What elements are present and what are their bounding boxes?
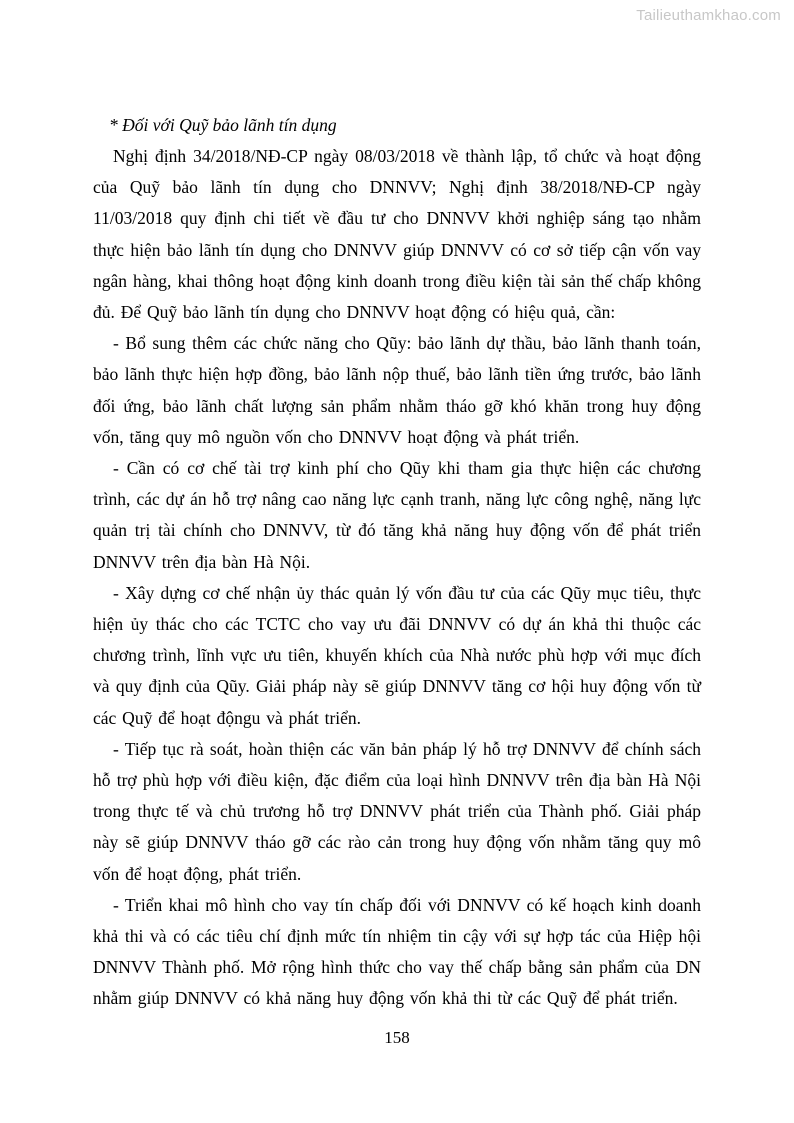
bullet-paragraph: - Triển khai mô hình cho vay tín chấp đối với DNNVV có kế hoạch kinh doanh khả thi và có các tiêu chí định mức tín nhiệm tin cậy với sự hợp tác của Hiệp hội DNNVV Thành phố. Mở rộng hình thức cho vay thế chấp bằng sản phẩm của DN nhằm giúp DNNVV có khả năng huy động vốn khả thi từ các Quỹ để phát triển. [93,894,701,1009]
section-heading: * Đối với Quỹ bảo lãnh tín dụng [109,115,337,135]
page-footer [0,1028,794,1048]
bullet-paragraph: - Xây dựng cơ chế nhận ủy thác quản lý vốn đầu tư của các Qũy mục tiêu, thực hiện ủy thác cho các TCTC cho vay ưu đãi DNNVV có dự án khả thi thuộc các chương trình, lĩnh vực ưu tiên, khuyến khích của Nhà nước phù hợp với mục đích và quy định của Qũy. Giải pháp này sẽ giúp DNNVV tăng cơ hội huy động vốn từ các Quỹ để hoạt độngu và phát triển. [93,582,701,728]
page-content [93,110,701,1015]
body-paragraph: Nghị định 34/2018/NĐ-CP ngày 08/03/2018 về thành lập, tổ chức và hoạt động của Quỹ bảo lãnh tín dụng cho DNNVV; Nghị định 38/2018/NĐ-CP ngày 11/03/2018 quy định chi tiết về đầu tư cho DNNVV khởi nghiệp sáng tạo nhằm thực hiện bảo lãnh tín dụng cho DNNVV giúp DNNVV có cơ sở tiếp cận vốn vay ngân hàng, khai thông hoạt động kinh doanh trong điều kiện tài sản thế chấp không đủ. Để Quỹ bảo lãnh tín dụng cho DNNVV hoạt động có hiệu quả, cần: [93,146,701,323]
bullet-paragraph: - Cần có cơ chế tài trợ kinh phí cho Qũy khi tham gia thực hiện các chương trình, các dự án hỗ trợ nâng cao năng lực cạnh tranh, năng lực công nghệ, năng lực quản trị tài chính cho DNNVV, từ đó tăng khả năng huy động vốn để phát triển DNNVV trên địa bàn Hà Nội. [93,458,701,572]
bullet-paragraph: - Tiếp tục rà soát, hoàn thiện các văn bản pháp lý hỗ trợ DNNVV để chính sách hỗ trợ phù hợp với điều kiện, đặc điểm của loại hình DNNVV trên địa bàn Hà Nội trong thực tế và chủ trương hỗ trợ DNNVV phát triển của Thành phố. Giải pháp này sẽ giúp DNNVV tháo gỡ các rào cản trong huy động vốn nhằm tăng quy mô vốn để hoạt động, phát triển. [93,738,701,884]
bullet-paragraph: - Bổ sung thêm các chức năng cho Qũy: bảo lãnh dự thầu, bảo lãnh thanh toán, bảo lãnh thực hiện hợp đồng, bảo lãnh nộp thuế, bảo lãnh tiền ứng trước, bảo lãnh đối ứng, bảo lãnh chất lượng sản phẩm nhằm tháo gỡ khó khăn trong huy động vốn, tăng quy mô nguồn vốn cho DNNVV hoạt động và phát triển. [93,333,701,447]
watermark-text: Tailieuthamkhao.com [636,7,781,24]
page-number: 158 [384,1028,410,1047]
